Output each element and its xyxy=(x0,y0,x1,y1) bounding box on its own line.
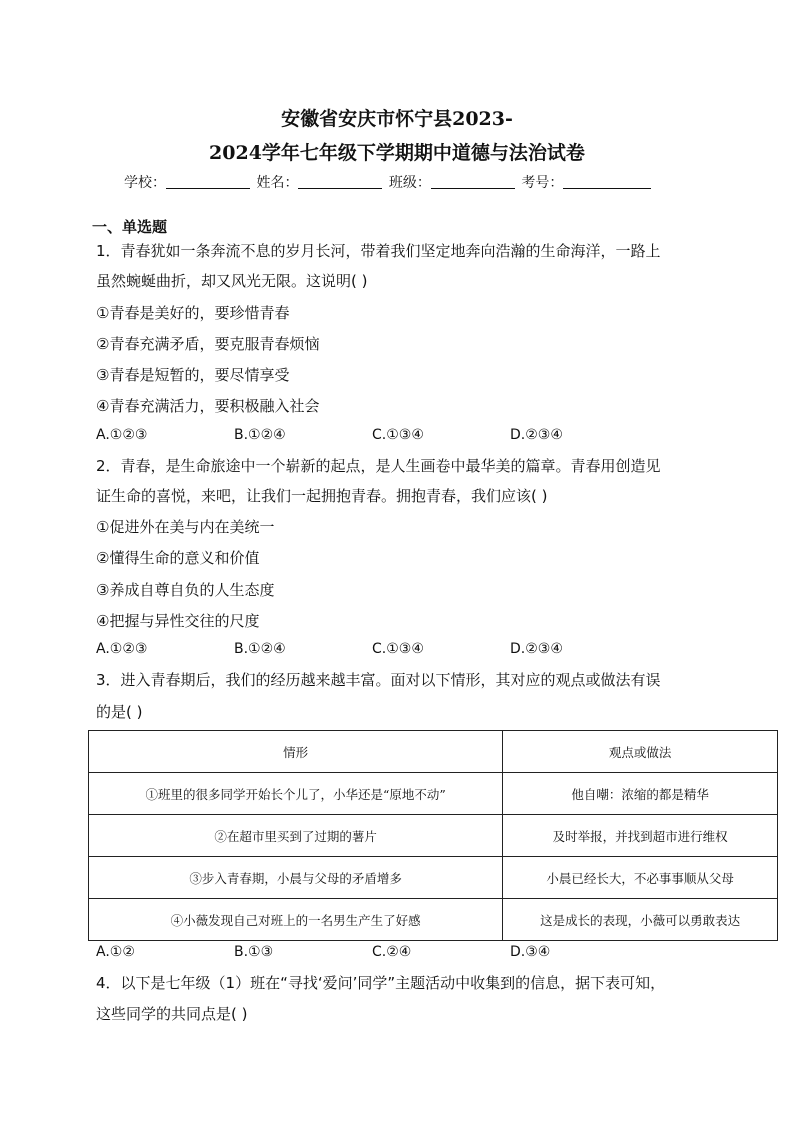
q2-statement-2: ②懂得生命的意义和价值 xyxy=(96,549,260,567)
q1-statement-2: ②青春充满矛盾，要克服青春烦恼 xyxy=(96,335,320,353)
table-cell-situation: ④小薇发现自己对班上的一名男生产生了好感 xyxy=(89,899,503,941)
q3-option-b[interactable]: B.①③ xyxy=(234,944,274,960)
q2-statement-3: ③养成自尊自负的人生态度 xyxy=(96,581,275,599)
exam-title-line2: 2024学年七年级下学期期中道德与法治试卷 xyxy=(209,142,585,164)
table-row xyxy=(89,857,778,899)
section-title: 一、单选题 xyxy=(92,218,168,236)
q2-stem-line2: 证生命的喜悦，来吧，让我们一起拥抱青春。拥抱青春，我们应该( ) xyxy=(96,487,548,505)
q3-option-a[interactable]: A.①② xyxy=(96,944,135,960)
table-row xyxy=(89,815,778,857)
student-info-row xyxy=(124,172,653,192)
table-cell-view: 小晨已经长大，不必事事顺从父母 xyxy=(503,857,778,899)
q2-statement-1: ①促进外在美与内在美统一 xyxy=(96,518,275,536)
q1-statement-4: ④青春充满活力，要积极融入社会 xyxy=(96,397,320,415)
q2-stem-line1: 2．青春，是生命旅途中一个崭新的起点，是人生画卷中最华美的篇章。青春用创造见 xyxy=(96,457,661,475)
name-label: 姓名： xyxy=(256,175,299,191)
table-cell-view: 及时举报，并找到超市进行维权 xyxy=(503,815,778,857)
q3-option-c[interactable]: C.②④ xyxy=(372,944,412,960)
name-blank xyxy=(298,174,382,189)
q1-option-d[interactable]: D.②③④ xyxy=(510,427,563,443)
q3-table xyxy=(88,730,778,941)
q2-option-b[interactable]: B.①②④ xyxy=(234,641,286,657)
q4-stem-line1: 4．以下是七年级（1）班在“寻找‘爱问’同学”主题活动中收集到的信息，据下表可知， xyxy=(96,974,666,992)
exam-title-line1: 安徽省安庆市怀宁县2023- xyxy=(281,108,513,130)
class-blank xyxy=(431,174,515,189)
table-cell-view: 这是成长的表现，小薇可以勇敢表达 xyxy=(503,899,778,941)
q1-stem-line2: 虽然蜿蜒曲折，却又风光无限。这说明( ) xyxy=(96,272,368,290)
q1-option-a[interactable]: A.①②③ xyxy=(96,427,148,443)
school-blank xyxy=(166,174,250,189)
q2-option-a[interactable]: A.①②③ xyxy=(96,641,148,657)
q2-option-d[interactable]: D.②③④ xyxy=(510,641,563,657)
school-label: 学校： xyxy=(124,175,166,191)
q3-stem-line1: 3．进入青春期后，我们的经历越来越丰富。面对以下情形，其对应的观点或做法有误 xyxy=(96,671,661,689)
exam-number-blank xyxy=(563,174,651,189)
table-header-view: 观点或做法 xyxy=(503,731,778,773)
q3-option-d[interactable]: D.③④ xyxy=(510,944,551,960)
table-row xyxy=(89,773,778,815)
q2-statement-4: ④把握与异性交往的尺度 xyxy=(96,612,260,630)
table-cell-situation: ③步入青春期，小晨与父母的矛盾增多 xyxy=(89,857,503,899)
table-cell-situation: ②在超市里买到了过期的薯片 xyxy=(89,815,503,857)
q1-statement-1: ①青春是美好的，要珍惜青春 xyxy=(96,304,290,322)
q3-stem-line2: 的是( ) xyxy=(96,703,143,721)
q1-stem-line1: 1．青春犹如一条奔流不息的岁月长河，带着我们坚定地奔向浩瀚的生命海洋，一路上 xyxy=(96,242,661,260)
class-label: 班级： xyxy=(388,175,431,191)
q4-stem-line2: 这些同学的共同点是( ) xyxy=(96,1005,248,1023)
table-row xyxy=(89,899,778,941)
q2-option-c[interactable]: C.①③④ xyxy=(372,641,424,657)
exam-number-label: 考号： xyxy=(521,175,564,191)
table-header-situation: 情形 xyxy=(89,731,503,773)
table-cell-situation: ①班里的很多同学开始长个儿了，小华还是“原地不动” xyxy=(89,773,503,815)
q1-option-b[interactable]: B.①②④ xyxy=(234,427,286,443)
q1-option-c[interactable]: C.①③④ xyxy=(372,427,424,443)
q1-statement-3: ③青春是短暂的，要尽情享受 xyxy=(96,366,290,384)
table-header-row xyxy=(89,731,778,773)
table-cell-view: 他自嘲：浓缩的都是精华 xyxy=(503,773,778,815)
